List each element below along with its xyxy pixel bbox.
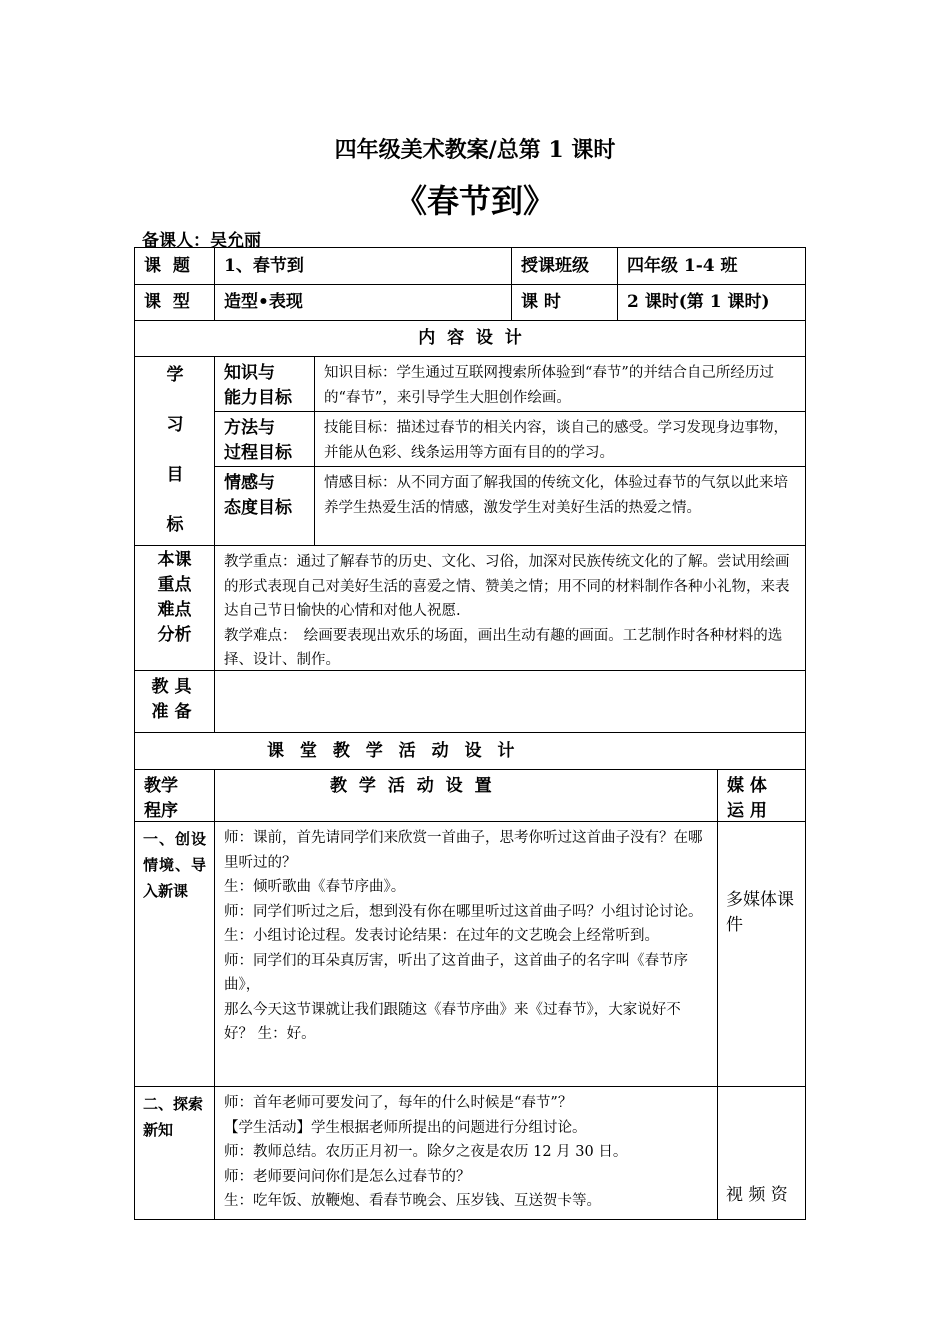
objectives-section-label: 学 习 目 标 — [134, 356, 215, 546]
objective-label-emotion: 情感与 态度目标 — [214, 466, 315, 546]
teacher-line: 备课人：吴允丽 — [142, 231, 261, 251]
lesson-title: 《春节到》 — [394, 182, 555, 220]
lesson-plan-table — [135, 248, 806, 1221]
tools-label: 教具 准备 — [134, 670, 215, 733]
activity-line: 生：吃年饭、放鞭炮、看春节晚会、压岁钱、互送贺卡等。 — [224, 1193, 601, 1209]
activity-line: 师：教师总结。农历正月初一。除夕之夜是农历 12 月 30 日。 — [224, 1144, 628, 1160]
objective-label-knowledge: 知识与 能力目标 — [214, 356, 315, 412]
activity-design-header: 课 堂 教 学 活 动 设 计 — [134, 732, 806, 770]
objective-text-knowledge: 知识目标：学生通过互联网搜索所体验到“春节”的并结合自己所经历过的“春节”，来引导学生大胆创作绘画。 — [314, 356, 806, 412]
activity-line: 【学生活动】学生根据老师所提出的问题进行分组讨论。 — [224, 1119, 587, 1136]
objective-text-emotion: 情感目标：从不同方面了解我国的传统文化，体验过春节的气氛以此来培养学生热爱生活的情感，激发学生对美好生活的热爱之情。 — [314, 466, 806, 546]
difficulty-paragraph: 教学难点： 绘画要表现出欢乐的场面，画出生动有趣的画面。工艺制作时各种材料的选择、设计、制作。 — [224, 627, 783, 668]
activity-line: 那么今天这节课就让我们跟随这《春节序曲》来《过春节》，大家说好不好？ 生：好。 — [224, 1001, 681, 1042]
col-media-header: 媒 体 运 用 — [717, 769, 806, 822]
topic-value: 1、春节到 — [214, 247, 512, 285]
content-design-header: 内 容 设 计 — [134, 320, 806, 357]
activity-line: 师：同学们听过之后，想到没有你在哪里听过这首曲子吗？小组讨论讨论。 — [224, 903, 703, 920]
activity-content-2 — [214, 1086, 718, 1220]
col-activity-header: 教 学 活 动 设 置 — [214, 769, 718, 822]
objective-text-method: 技能目标：描述过春节的相关内容，谈自己的感受。学习发现身边事物，并能从色彩、线条运用等方面有目的的学习。 — [314, 411, 806, 467]
activity-content-1 — [214, 821, 718, 1087]
class-label: 授课班级 — [511, 247, 618, 285]
topic-label: 课 题 — [134, 247, 215, 285]
media-1: 多媒体课件 — [717, 821, 806, 1087]
activity-line: 生：小组讨论过程。发表讨论结果：在过年的文艺晚会上经常听到。 — [224, 928, 659, 944]
activity-line: 师：同学们的耳朵真厉害，听出了这首曲子，这首曲子的名字叫《春节序曲》， — [224, 952, 688, 993]
page-title: 四年级美术教案/总第 1 课时 — [334, 137, 616, 163]
type-value: 造型•表现 — [214, 284, 512, 321]
key-points-label: 本课 重点 难点 分析 — [134, 545, 215, 671]
tools-value — [214, 670, 806, 733]
class-value: 四年级 1-4 班 — [617, 247, 806, 285]
activity-line: 师：老师要问问你们是怎么过春节的？ — [224, 1168, 471, 1185]
objective-label-method: 方法与 过程目标 — [214, 411, 315, 467]
key-point-paragraph: 教学重点：通过了解春节的历史、文化、习俗，加深对民族传统文化的了解。尝试用绘画的形式表现自己对美好生活的喜爱之情、赞美之情；用不同的材料制作各种小礼物，来表达自己节日愉快的心情和对他人祝愿. — [224, 554, 790, 619]
activity-line: 师：首年老师可要发问了，每年的什么时候是“春节”？ — [224, 1095, 573, 1111]
procedure-2: 二、探索新知 — [134, 1086, 215, 1220]
hours-value: 2 课时(第 1 课时) — [617, 284, 806, 321]
col-procedure-header: 教学 程序 — [134, 769, 215, 822]
activity-line: 师：课前，首先请同学们来欣赏一首曲子，思考你听过这首曲子没有？在哪里听过的？ — [224, 830, 703, 871]
key-points-text — [214, 545, 806, 671]
procedure-1: 一、创设情境、导入新课 — [134, 821, 215, 1087]
hours-label: 课 时 — [511, 284, 618, 321]
type-label: 课 型 — [134, 284, 215, 321]
activity-line: 生：倾听歌曲《春节序曲》。 — [224, 879, 406, 895]
media-2: 视 频 资 — [717, 1086, 806, 1220]
